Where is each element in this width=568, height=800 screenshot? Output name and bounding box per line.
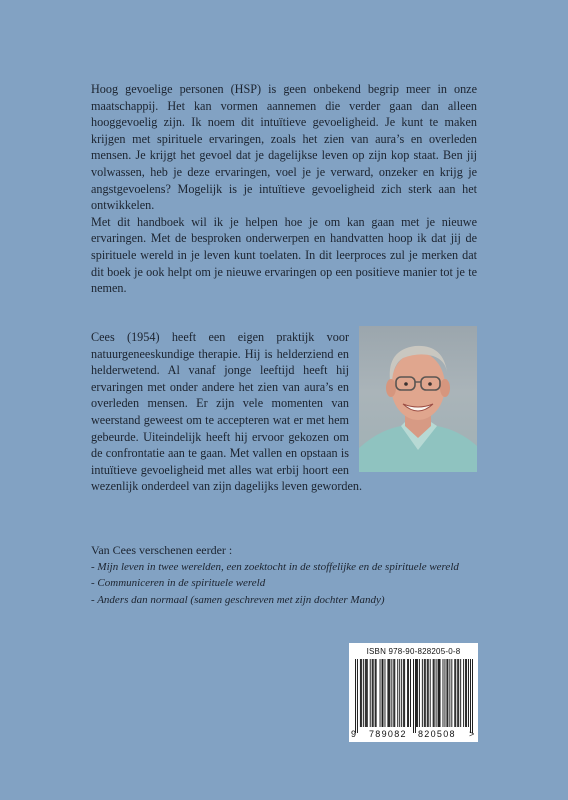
barcode-bar [365, 659, 366, 727]
barcode-bars [355, 659, 473, 737]
barcode-bar [408, 659, 409, 727]
barcode-bar [439, 659, 440, 727]
barcode-bar [415, 659, 416, 733]
barcode-bar [373, 659, 374, 727]
barcode-bar [449, 659, 450, 727]
barcode-bar [434, 659, 435, 727]
intro-paragraph-2: Met dit handboek wil ik je helpen hoe je om kan gaan met je nieuwe ervaringen. Met de besproken onderwerpen en handvatten hoop ik dat jij de spirituele wereld in je leven kunt toelaten. In dit leerproces zul je merken dat dit boek je ook helpt om je nieuwe ervaringen op een positieve manier tot je te nemen. [91, 214, 477, 296]
intro-text [91, 81, 477, 297]
barcode-bar [380, 659, 381, 727]
barcode-bar [440, 659, 441, 727]
barcode-bar [404, 659, 405, 727]
barcode-bar [457, 659, 458, 727]
barcode-bar [438, 659, 439, 727]
barcode-bar [393, 659, 394, 727]
barcode-bar [430, 659, 431, 727]
barcode-digit-lead: 9 [351, 729, 358, 739]
barcode-bar [470, 659, 471, 733]
barcode-bar [413, 659, 414, 733]
barcode-bar [399, 659, 400, 727]
barcode-bar [357, 659, 358, 733]
barcode-bar [363, 659, 364, 727]
barcode-bar [447, 659, 448, 727]
barcode-bar [389, 659, 390, 727]
book-item: - Communiceren in de spirituele wereld [91, 577, 266, 590]
barcode-bar [424, 659, 425, 727]
barcode-bar [397, 659, 398, 727]
barcode-bar [394, 659, 395, 727]
barcode-bar [458, 659, 459, 727]
barcode-bar [401, 659, 402, 727]
barcode-bar [472, 659, 473, 733]
barcode-bar [387, 659, 388, 727]
barcode-bar [403, 659, 404, 727]
barcode-digits-right: 820508 [418, 729, 456, 739]
book-item: - Mijn leven in twee werelden, een zoektocht in de stoffelijke en de spirituele wereld [91, 561, 459, 574]
barcode-bar [427, 659, 428, 727]
barcode-bar [466, 659, 467, 727]
barcode-bar [375, 659, 376, 727]
barcode-bar [407, 659, 408, 727]
barcode-bar [428, 659, 429, 727]
barcode-bar [455, 659, 456, 727]
barcode-bar [361, 659, 362, 727]
barcode-bar [383, 659, 384, 727]
barcode-bar [468, 659, 469, 727]
barcode-bar [463, 659, 464, 727]
barcode-digit-tail: > [469, 729, 476, 739]
barcode-bar [425, 659, 426, 727]
isbn-text: ISBN 978-90-828205-0-8 [366, 647, 461, 656]
author-bio [91, 329, 476, 495]
barcode-bar [355, 659, 356, 733]
barcode-bar [433, 659, 434, 727]
barcode-bar [367, 659, 368, 727]
barcode-bar [385, 659, 386, 727]
barcode-bar [446, 659, 447, 727]
barcode-bar [444, 659, 445, 727]
barcode-bar [419, 659, 420, 727]
barcode-bar [410, 659, 411, 727]
barcode-bar [416, 659, 417, 727]
barcode-bar [443, 659, 444, 727]
barcode-bar [376, 659, 377, 727]
barcode-digits-left: 789082 [369, 729, 407, 739]
previous-books [91, 542, 491, 608]
barcode-bar [388, 659, 389, 727]
barcode-bar [382, 659, 383, 727]
book-item: - Anders dan normaal (samen geschreven met zijn dochter Mandy) [91, 593, 385, 606]
barcode-bar [360, 659, 361, 727]
barcode-bar [460, 659, 461, 727]
barcode-bar [391, 659, 392, 727]
barcode-label [349, 643, 478, 742]
intro-paragraph-1: Hoog gevoelige personen (HSP) is geen onbekend begrip meer in onze maatschappij. Het kan vormen aannemen die verder gaan dan alleen hooggevoelig zijn. Ik noem dit intuïtieve gevoeligheid. Je kunt te maken krijgen met spirituele ervaringen, zoals het zien van aura’s en overleden mensen. Je krijgt het gevoel dat je dagelijkse leven op zijn kop staat. Ben jij volwassen, heb je deze ervaringen, voel je je verward, onzeker en krijg je angstgevoelens? Mogelijk is je intuïtieve gevoeligheid zich sterk aan het ontwikkelen. [91, 82, 477, 213]
bio-paragraph: Cees (1954) heeft een eigen praktijk voor natuurgeneeskundige therapie. Hij is helderziend en helderwetend. Al vanaf jonge leeftijd heeft hij ervaringen met onder andere het zien van aura’s en overleden mensen. Er zijn vele momenten van weerstand geweest om te accepteren wat er met hem gebeurde. Uiteindelijk heeft hij ervoor gekozen om de confrontatie aan te gaan. Met vallen en opstaan is intuïtieve gevoeligheid met alles wat erbij hoort een wezenlijk onderdeel van zijn dagelijks leven geworden. [91, 330, 363, 494]
barcode-bar [366, 659, 367, 727]
previous-books-heading: Van Cees verschenen eerder : [91, 543, 233, 557]
barcode-bar [417, 659, 418, 727]
barcode-bar [454, 659, 455, 727]
barcode-bar [436, 659, 437, 727]
barcode-bar [372, 659, 373, 727]
barcode-bar [465, 659, 466, 727]
barcode-bar [370, 659, 371, 727]
barcode-bar [451, 659, 452, 727]
author-photo [359, 326, 477, 472]
barcode-bar [422, 659, 423, 727]
